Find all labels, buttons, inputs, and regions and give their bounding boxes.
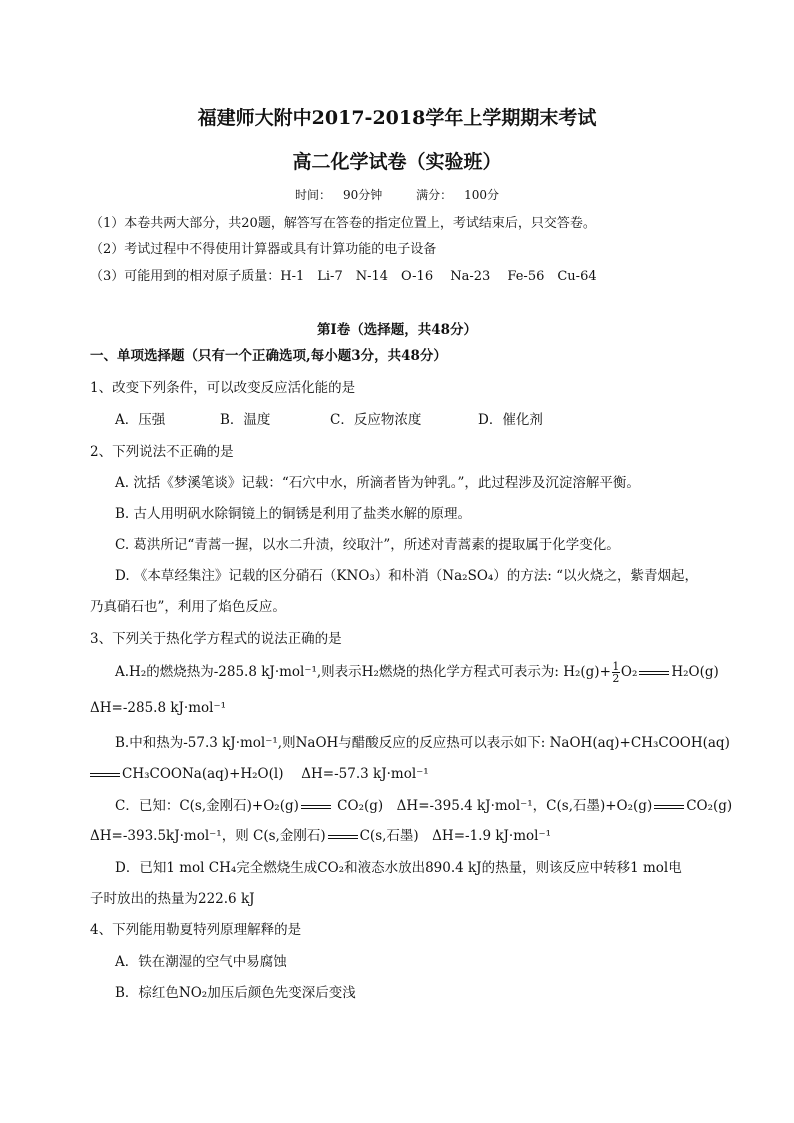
question-3-option-a-line1: [115, 660, 719, 684]
question-1-option-c: C．反应物浓度: [330, 412, 422, 428]
question-3-option-b-line1: B.中和热为-57.3 kJ·mol⁻¹,则NaOH与醋酸反应的反应热可以表示如下: NaOH(aq)+CH₃COOH(aq): [115, 735, 730, 751]
q3a-text: A.H₂的燃烧热为-285.8 kJ·mol⁻¹,则表示H₂燃烧的热化学方程式可表示为: H₂(g)+: [115, 664, 611, 680]
fraction-one-half: [612, 661, 620, 684]
fraction-numerator: 1: [612, 660, 620, 673]
question-4-option-b: B．棕红色NO₂加压后颜色先变深后变浅: [115, 985, 356, 1001]
section-title: 第Ⅰ卷（选择题，共48分）: [316, 322, 478, 338]
score-label: 满分：: [416, 188, 453, 202]
question-2-option-d-line1: D. 《本草经集注》记载的区分硝石（KNO₃）和朴消（Na₂SO₄）的方法: “以火烧之，紫青烟起，: [115, 568, 699, 584]
q3c-part5: C(s,石墨) ΔH=-1.9 kJ·mol⁻¹: [359, 828, 551, 844]
question-3-option-a-line2: ΔH=-285.8 kJ·mol⁻¹: [90, 700, 227, 716]
question-2-option-d-line2: 乃真硝石也”，利用了焰色反应。: [90, 599, 286, 615]
q3c-part2: CO₂(g) ΔH=-395.4 kJ·mol⁻¹，C(s,石墨)+O₂(g): [332, 798, 653, 814]
part-title: 一、单项选择题（只有一个正确选项,每小题3分，共48分）: [90, 348, 447, 364]
question-2-option-c: C. 葛洪所记“青蒿一握，以水二升渍，绞取汁”，所述对青蒿素的提取属于化学变化。: [115, 537, 620, 553]
equals-sign: [301, 805, 331, 809]
question-4-option-a: A．铁在潮湿的空气中易腐蚀: [115, 954, 287, 970]
equals-sign: [328, 835, 358, 839]
equals-sign: [639, 671, 669, 675]
exam-subtitle: 高二化学试卷（实验班）: [292, 151, 502, 173]
question-2-option-b: B. 古人用明矾水除铜镜上的铜锈是利用了盐类水解的原理。: [115, 506, 472, 522]
question-1-stem: 1、改变下列条件，可以改变反应活化能的是: [90, 380, 356, 396]
question-3-option-d-line2: 子时放出的热量为222.6 kJ: [90, 891, 255, 907]
q3c-part1: C．已知：C(s,金刚石)+O₂(g): [115, 798, 299, 814]
question-1-option-d: D．催化剂: [478, 412, 543, 428]
question-1-option-b: B．温度: [220, 412, 271, 428]
question-4-stem: 4、下列能用勒夏特列原理解释的是: [90, 922, 302, 938]
equals-sign: [654, 805, 684, 809]
time-label: 时间：: [294, 188, 331, 202]
question-3-option-b-line2: [90, 762, 429, 782]
note-1: （1）本卷共两大部分，共20题，解答写在答卷的指定位置上，考试结束后，只交答卷。: [90, 216, 596, 231]
question-1-option-a: A．压强: [115, 412, 166, 428]
note-3: （3）可能用到的相对原子质量：H-1 Li-7 N-14 O-16 Na-23 Fe-56 Cu-64: [90, 269, 597, 284]
q3a-product: H₂O(g): [671, 664, 719, 680]
question-3-option-c-line2: [90, 824, 551, 844]
question-2-stem: 2、下列说法不正确的是: [90, 444, 234, 460]
question-2-option-a: A. 沈括《梦溪笔谈》记载：“石穴中水，所滴者皆为钟乳。”，此过程涉及沉淀溶解平衡。: [115, 475, 640, 491]
question-3-stem: 3、下列关于热化学方程式的说法正确的是: [90, 631, 342, 647]
question-3-option-c-line1: [115, 794, 732, 814]
q3c-part4: ΔH=-393.5kJ·mol⁻¹，则 C(s,金刚石): [90, 828, 326, 844]
q3c-part3: CO₂(g): [686, 798, 733, 814]
exam-title: 福建师大附中2017-2018学年上学期期末考试: [197, 107, 597, 129]
exam-meta: [0, 186, 794, 203]
note-2: （2）考试过程中不得使用计算器或具有计算功能的电子设备: [90, 242, 437, 257]
fraction-denominator: 2: [612, 672, 620, 685]
time-value: 90分钟: [342, 188, 383, 202]
equals-sign: [90, 773, 120, 777]
score-value: 100分: [464, 188, 500, 202]
q3b-product: CH₃COONa(aq)+H₂O(l) ΔH=-57.3 kJ·mol⁻¹: [122, 766, 429, 782]
question-3-option-d-line1: D．已知1 mol CH₄完全燃烧生成CO₂和液态水放出890.4 kJ的热量，则该反应中转移1 mol电: [115, 860, 682, 876]
q3a-o2: O₂: [620, 664, 638, 680]
